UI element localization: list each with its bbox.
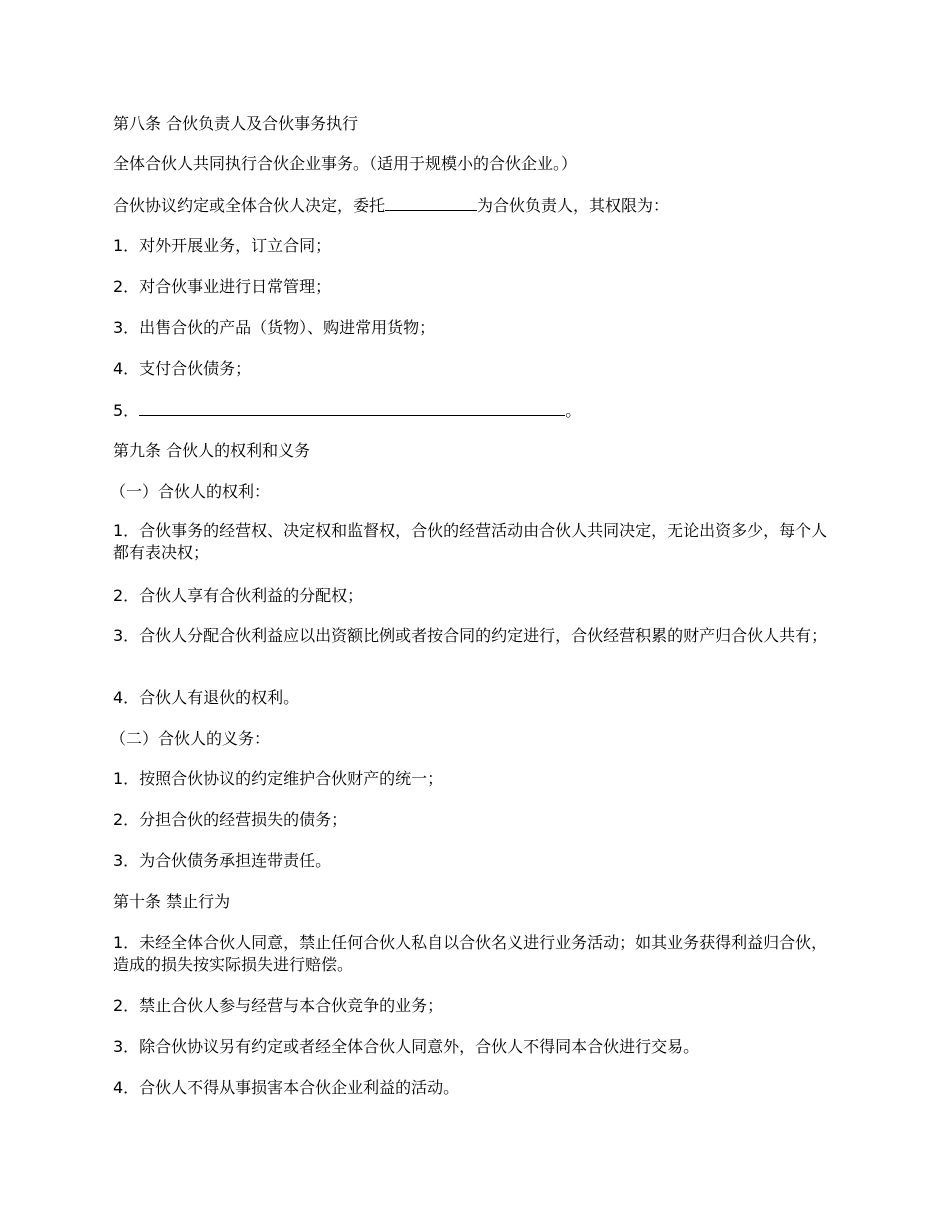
right-item-4: 4．合伙人有退伙的权利。 xyxy=(113,688,300,707)
article-8-item-5 xyxy=(113,399,835,422)
item-5-suffix: 。 xyxy=(565,401,582,420)
right-item-2: 2．合伙人享有合伙利益的分配权； xyxy=(113,586,364,605)
right-item-1: 1．合伙事务的经营权、决定权和监督权，合伙的经营活动由合伙人共同决定，无论出资多少，每个人都有表决权； xyxy=(113,521,828,562)
article-8-item-2: 2．对合伙事业进行日常管理； xyxy=(113,277,332,296)
duties-heading: （二）合伙人的义务： xyxy=(110,729,271,748)
delegate-blank-line xyxy=(385,194,477,211)
article-8-heading: 第八条 合伙负责人及合伙事务执行 xyxy=(113,114,359,133)
paragraph-2-after: 为合伙负责人，其权限为： xyxy=(477,196,670,215)
paragraph-2-before: 合伙协议约定或全体合伙人决定，委托 xyxy=(113,196,386,215)
duty-item-1: 1．按照合伙协议的约定维护合伙财产的统一； xyxy=(113,769,444,788)
prohibition-item-3: 3．除合伙协议另有约定或者经全体合伙人同意外，合伙人不得同本合伙进行交易。 xyxy=(113,1037,700,1056)
duty-item-3: 3．为合伙债务承担连带责任。 xyxy=(113,851,332,870)
article-10-heading: 第十条 禁止行为 xyxy=(113,892,231,911)
duty-item-2: 2．分担合伙的经营损失的债务； xyxy=(113,810,348,829)
prohibition-item-4: 4．合伙人不得从事损害本合伙企业利益的活动。 xyxy=(113,1078,460,1097)
article-8-paragraph-2 xyxy=(113,194,835,217)
article-9-heading: 第九条 合伙人的权利和义务 xyxy=(113,441,311,460)
article-8-item-4: 4．支付合伙债务； xyxy=(113,359,252,378)
prohibition-item-1: 1．未经全体合伙人同意，禁止任何合伙人私自以合伙名义进行业务活动；如其业务获得利益归合伙，造成的损失按实际损失进行赔偿。 xyxy=(113,933,828,974)
item-5-blank-line xyxy=(139,399,565,416)
article-8-paragraph-1: 全体合伙人共同执行合伙企业事务。（适用于规模小的合伙企业。） xyxy=(113,154,578,173)
rights-heading: （一）合伙人的权利： xyxy=(110,482,271,501)
item-5-prefix: 5． xyxy=(113,401,140,420)
prohibition-item-2: 2．禁止合伙人参与经营与本合伙竞争的业务； xyxy=(113,996,444,1015)
article-8-item-1: 1．对外开展业务，订立合同； xyxy=(113,236,332,255)
article-8-item-3: 3．出售合伙的产品（货物）、购进常用货物； xyxy=(113,318,436,337)
right-item-3: 3．合伙人分配合伙利益应以出资额比例或者按合同的约定进行，合伙经营积累的财产归合伙人共有； xyxy=(113,626,828,645)
